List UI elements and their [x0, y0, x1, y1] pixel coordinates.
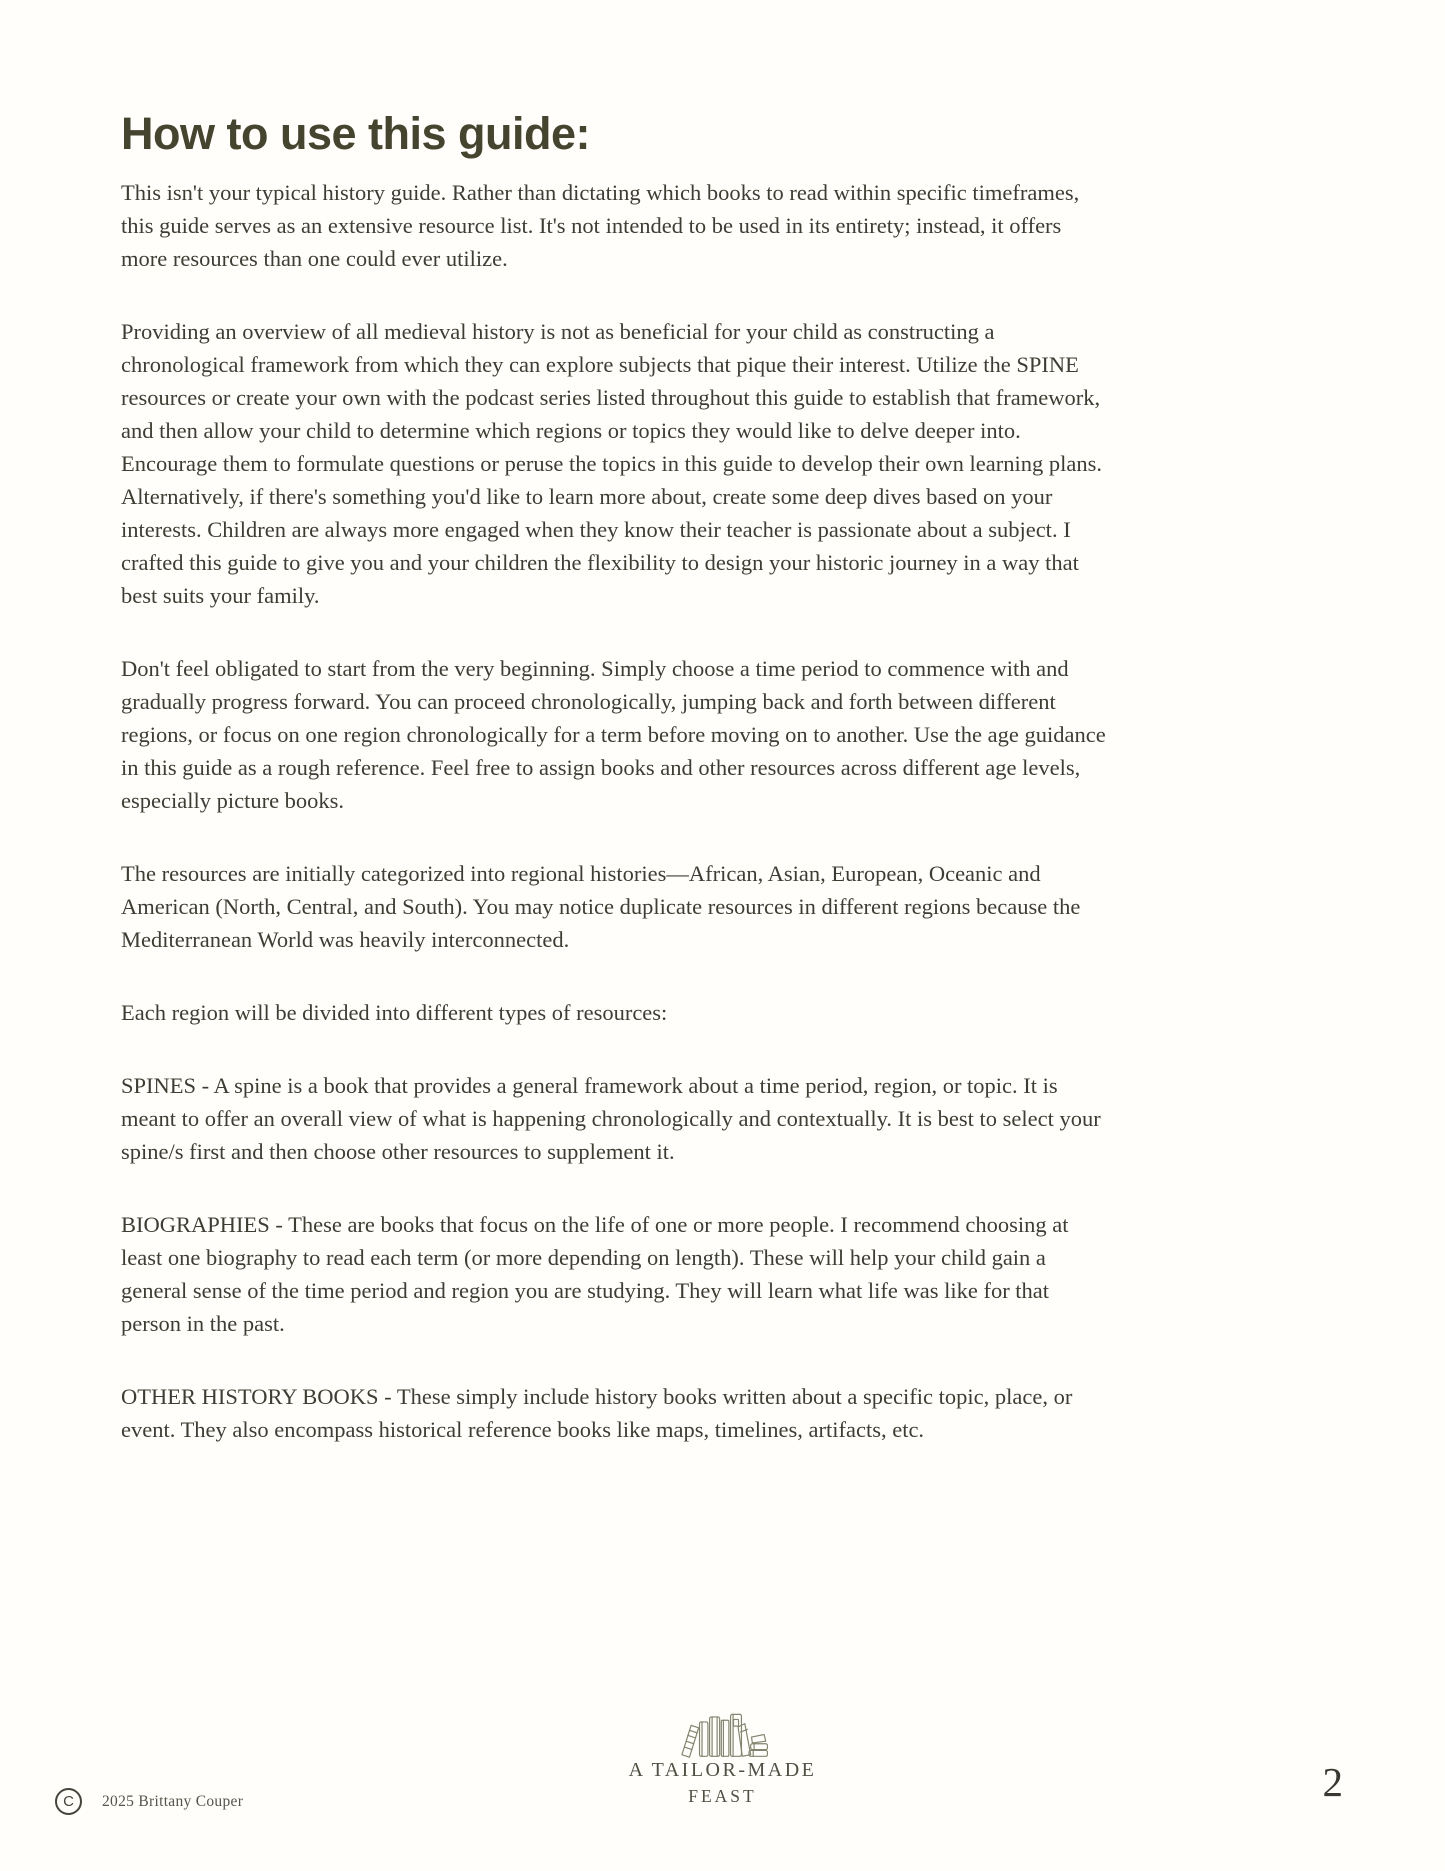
brand-logo — [0, 1706, 1445, 1807]
paragraph-framework: Providing an overview of all medieval history is not as beneficial for your child as constructing a chronological framework from which they can explore subjects that pique their interest. Utilize the SPINE resources or create your own with the podcast series listed throughout this guide to establish that framework, and then allow your child to determine which regions or topics they would like to delve deeper into. Encourage them to formulate questions or peruse the topics in this guide to develop their own learning plans. Alternatively, if there's something you'd like to learn more about, create some deep dives based on your interests. Children are always more engaged when they know their teacher is passionate about a subject. I crafted this guide to give you and your children the flexibility to design your historic journey in a way that best suits your family. — [121, 319, 1103, 608]
copyright-icon: C — [55, 1788, 82, 1815]
paragraph-starting-point: Don't feel obligated to start from the very beginning. Simply choose a time period to commence with and gradually progress forward. You can proceed chronologically, jumping back and forth between different regions, or focus on one region chronologically for a term before moving on to another. Use the age guidance in this guide as a rough reference. Feel free to assign books and other resources across different age levels, especially picture books. — [121, 656, 1106, 813]
paragraph-spines: SPINES - A spine is a book that provides a general framework about a time period, region, or topic. It is meant to offer an overall view of what is happening chronologically and contextually. It is best to select your spine/s first and then choose other resources to supplement it. — [121, 1073, 1101, 1164]
books-stack-icon — [675, 1706, 771, 1758]
paragraph-other-history-books: OTHER HISTORY BOOKS - These simply include history books written about a specific topic, place, or event. They also encompass historical reference books like maps, timelines, artifacts, etc. — [121, 1384, 1073, 1442]
page-content — [121, 108, 1111, 1486]
logo-subname: FEAST — [688, 1786, 757, 1806]
paragraph-intro: This isn't your typical history guide. Rather than dictating which books to read within specific timeframes, this guide serves as an extensive resource list. It's not intended to be used in its entirety; instead, it offers more resources than one could ever utilize. — [121, 180, 1080, 271]
paragraph-regions: The resources are initially categorized into regional histories—African, Asian, European, Oceanic and American (North, Central, and South). You may notice duplicate resources in different regions because the Mediterranean World was heavily interconnected. — [121, 861, 1081, 952]
page-title: How to use this guide: — [121, 108, 590, 159]
page-number: 2 — [1322, 1759, 1343, 1805]
paragraph-resource-types-intro: Each region will be divided into different types of resources: — [121, 1000, 668, 1025]
copyright-text: 2025 Brittany Couper — [102, 1792, 244, 1810]
paragraph-biographies: BIOGRAPHIES - These are books that focus on the life of one or more people. I recommend choosing at least one biography to read each term (or more depending on length). These will help your child gain a general sense of the time period and region you are studying. They will learn what life was like for that person in the past. — [121, 1212, 1069, 1336]
logo-name: A TAILOR-MADE — [628, 1759, 817, 1781]
